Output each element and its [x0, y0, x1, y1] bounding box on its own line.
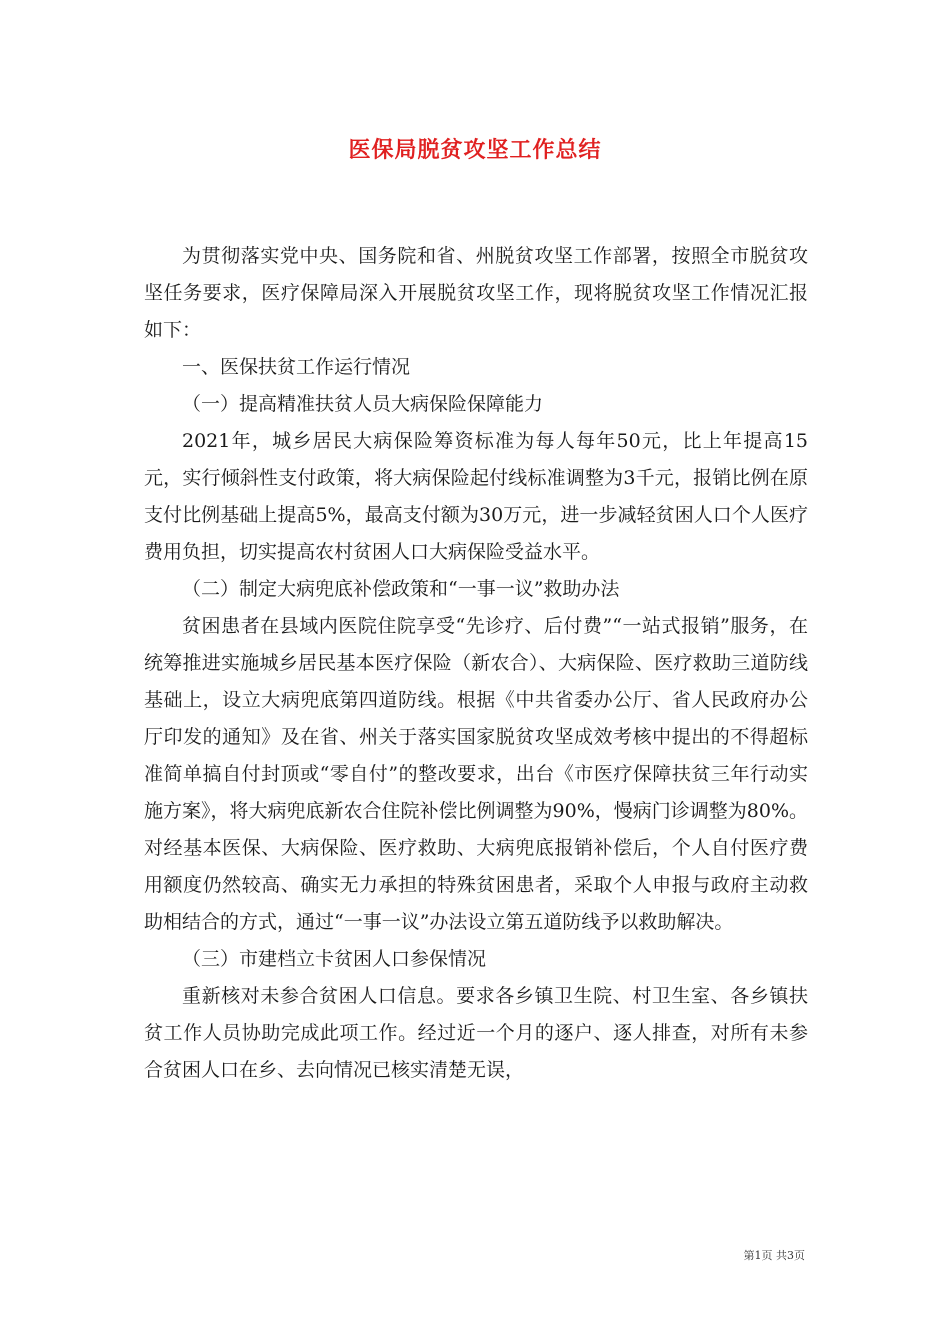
paragraph-enrollment-check: 重新核对未参合贫困人口信息。要求各乡镇卫生院、村卫生室、各乡镇扶贫工作人员协助完成此项工作。经过近一个月的逐户、逐人排查，对所有未参合贫困人口在乡、去向情况已核实清楚无误， [144, 985, 808, 1081]
subsection-heading-3: （三）市建档立卡贫困人口参保情况 [182, 948, 487, 970]
document-body [144, 238, 808, 1089]
document-title: 医保局脱贫攻坚工作总结 [348, 138, 602, 163]
paragraph-insurance-standard: 2021年，城乡居民大病保险筹资标准为每人每年50元，比上年提高15元，实行倾斜性支付政策，将大病保险起付线标准调整为3千元，报销比例在原支付比例基础上提高5%，最高支付额为30万元，进一步减轻贫困人口个人医疗费用负担，切实提高农村贫困人口大病保险受益水平。 [144, 430, 808, 563]
paragraph-compensation-policy: 贫困患者在县域内医院住院享受“先诊疗、后付费”“一站式报销”服务，在统筹推进实施城乡居民基本医疗保险（新农合）、大病保险、医疗救助三道防线基础上，设立大病兜底第四道防线。根据《中共省委办公厅、省人民政府办公厅印发的通知》及在省、州关于落实国家脱贫攻坚成效考核中提出的不得超标准简单搞自付封顶或“零自付”的整改要求，出台《市医疗保障扶贫三年行动实施方案》，将大病兜底新农合住院补偿比例调整为90%，慢病门诊调整为80%。对经基本医保、大病保险、医疗救助、大病兜底报销补偿后，个人自付医疗费用额度仍然较高、确实无力承担的特殊贫困患者，采取个人申报与政府主动救助相结合的方式，通过“一事一议”办法设立第五道防线予以救助解决。 [144, 615, 808, 933]
intro-paragraph: 为贯彻落实党中央、国务院和省、州脱贫攻坚工作部署，按照全市脱贫攻坚任务要求，医疗保障局深入开展脱贫攻坚工作，现将脱贫攻坚工作情况汇报如下： [144, 245, 808, 341]
subsection-heading-1: （一）提高精准扶贫人员大病保险保障能力 [182, 393, 544, 415]
page-number: 第1页 共3页 [743, 1249, 805, 1262]
section-heading-1: 一、医保扶贫工作运行情况 [182, 356, 411, 378]
subsection-heading-2: （二）制定大病兜底补偿政策和“一事一议”救助办法 [182, 578, 620, 600]
